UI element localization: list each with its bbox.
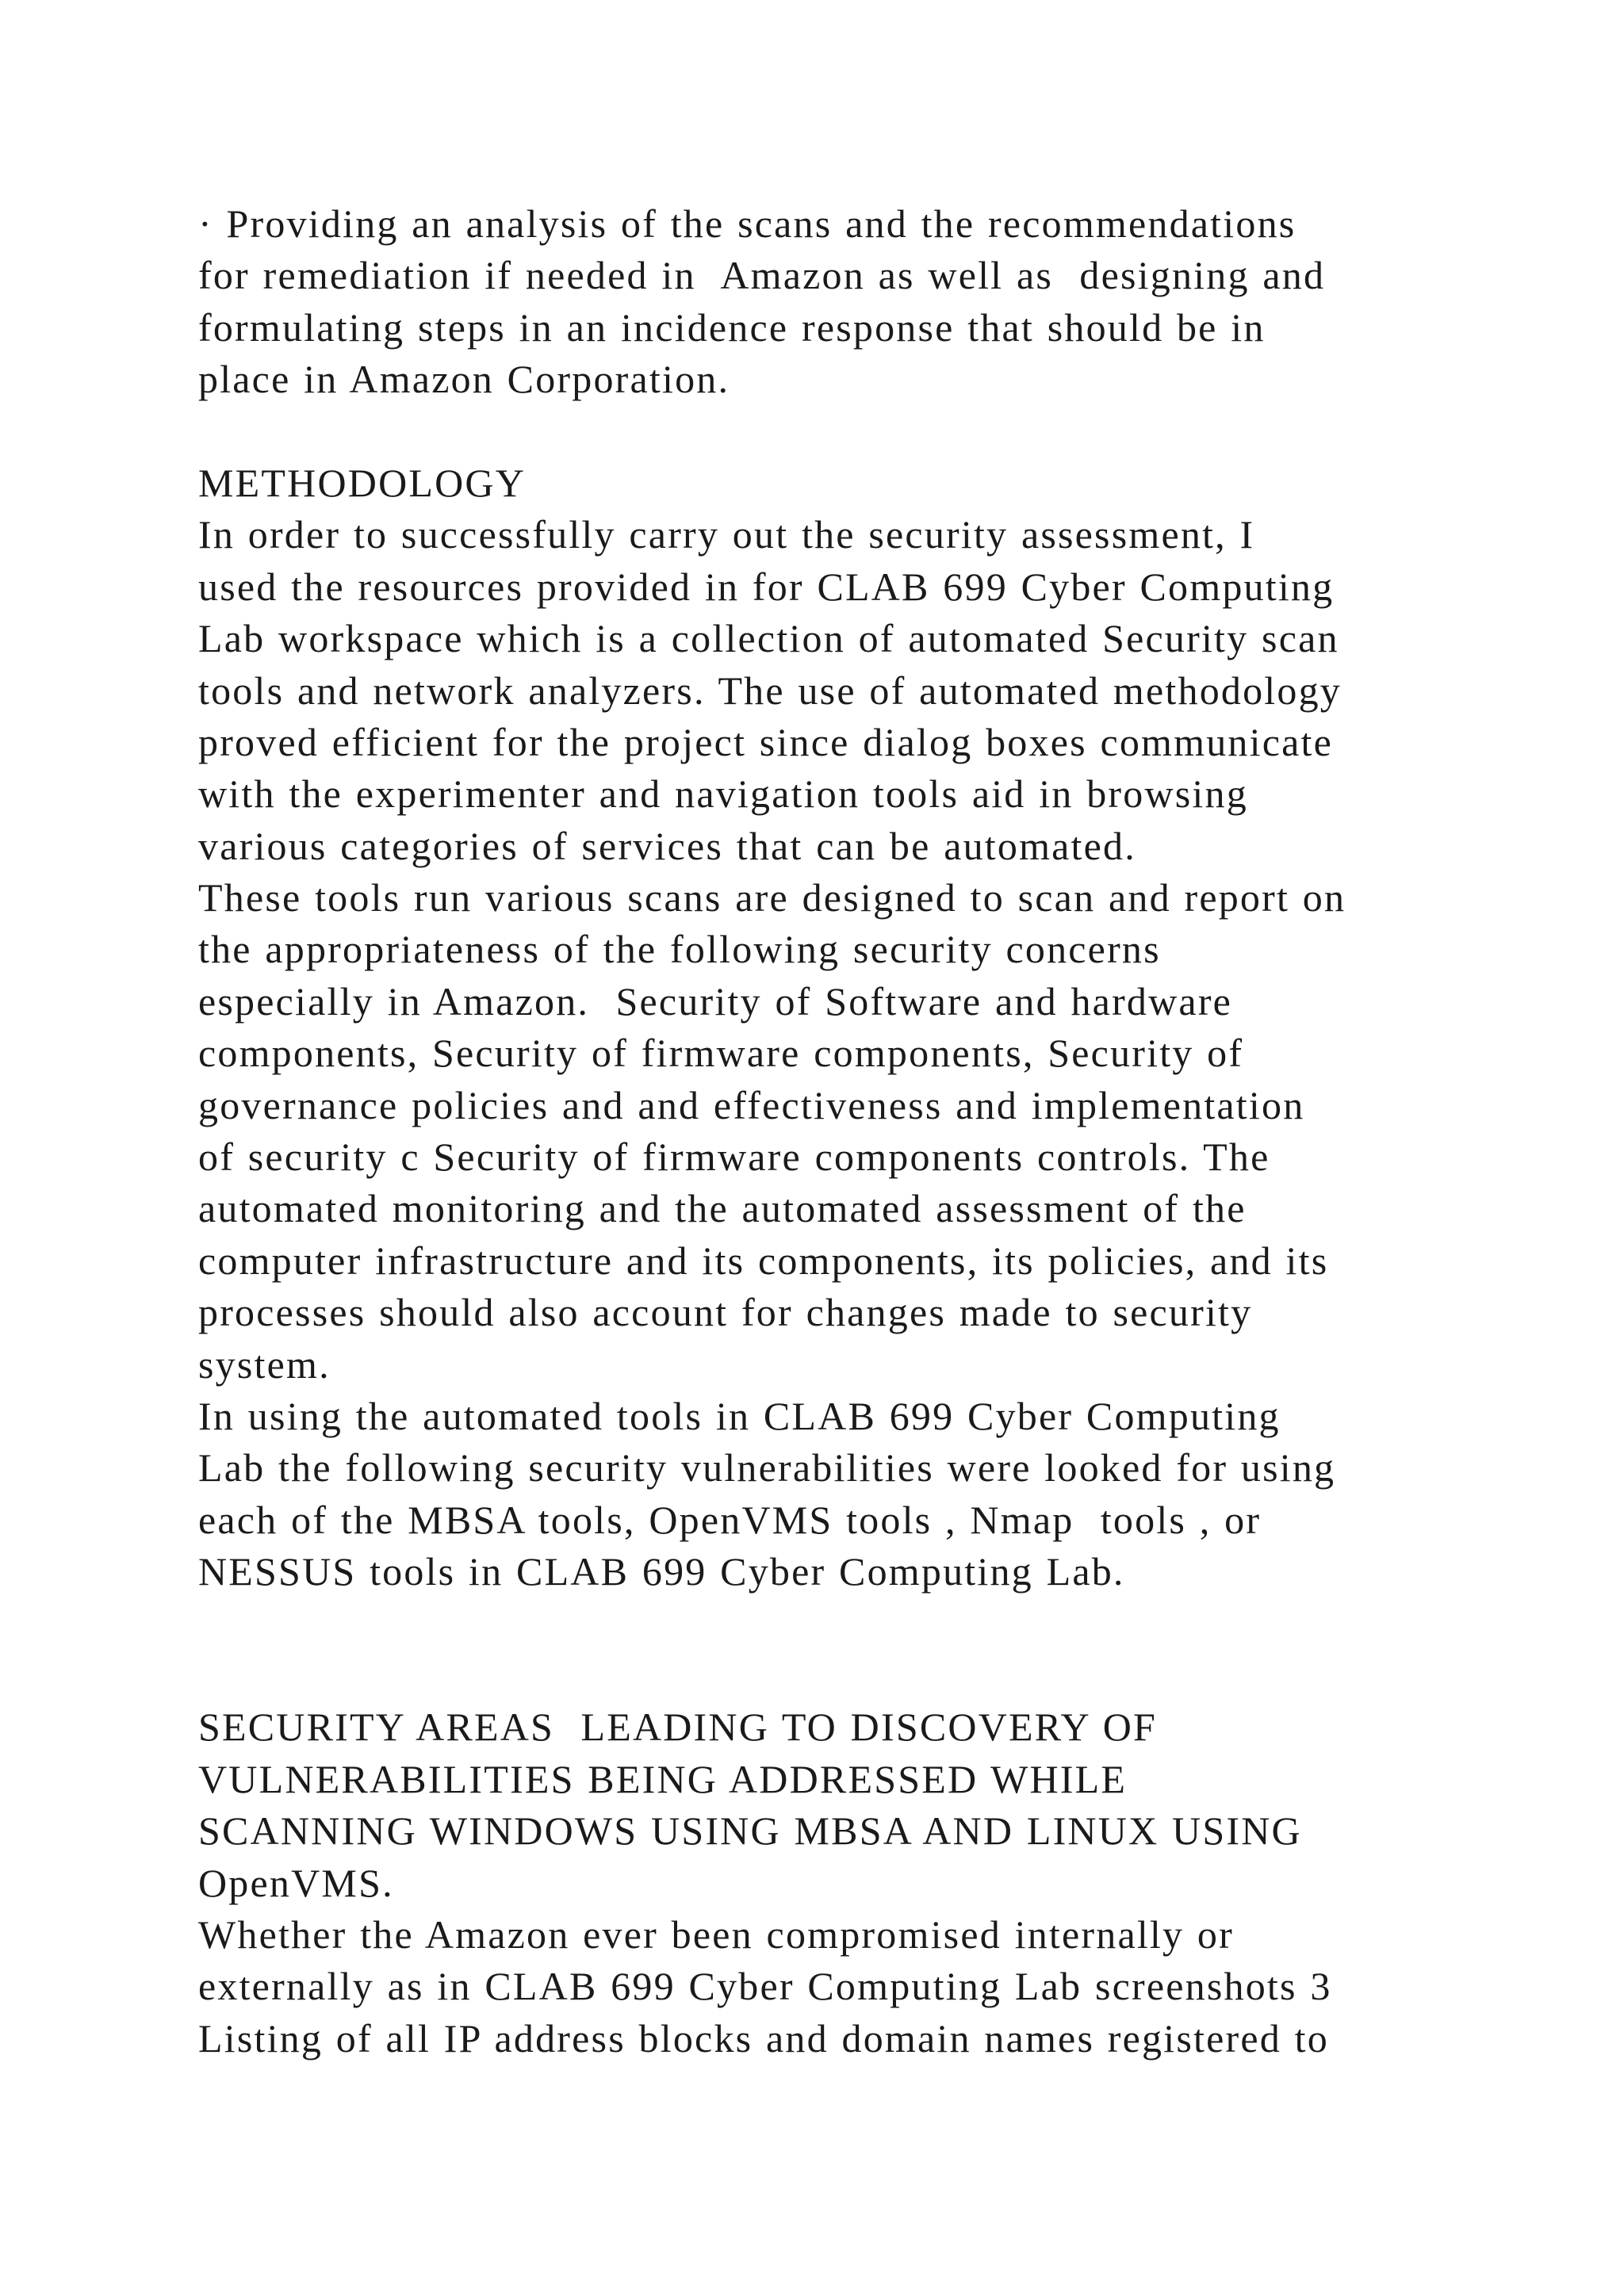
text-line: externally as in CLAB 699 Cyber Computing Lab screenshots 3 — [198, 1964, 1332, 2009]
text-line: Lab the following security vulnerabilities were looked for using — [198, 1445, 1336, 1490]
text-line: NESSUS tools in CLAB 699 Cyber Computing Lab. — [198, 1549, 1125, 1594]
section-heading: OpenVMS. — [198, 1860, 394, 1905]
section-heading: METHODOLOGY — [198, 460, 527, 505]
text-line: components, Security of firmware components, Security of — [198, 1031, 1244, 1076]
text-line: used the resources provided in for CLAB 699 Cyber Computing — [198, 564, 1335, 609]
text-line: governance policies and and effectiveness and implementation — [198, 1082, 1305, 1127]
text-line: computer infrastructure and its components, its policies, and its — [198, 1238, 1329, 1283]
text-line: with the experimenter and navigation tools aid in browsing — [198, 771, 1248, 817]
text-line: especially in Amazon. Security of Software and hardware — [198, 978, 1233, 1024]
text-line: system. — [198, 1341, 331, 1387]
text-line: various categories of services that can be automated. — [198, 823, 1136, 868]
text-line: Listing of all IP address blocks and domain names registered to — [198, 2015, 1329, 2061]
blank-line — [198, 406, 1507, 457]
text-line: of security c Security of firmware components controls. The — [198, 1135, 1270, 1180]
blank-line — [198, 1598, 1507, 1650]
section-heading: SECURITY AREAS LEADING TO DISCOVERY OF — [198, 1705, 1158, 1750]
text-line: Lab workspace which is a collection of automated Security scan — [198, 616, 1339, 661]
document-body — [198, 198, 1507, 2064]
text-line: tools and network analyzers. The use of automated methodology — [198, 668, 1342, 713]
section-heading: SCANNING WINDOWS USING MBSA AND LINUX USING — [198, 1808, 1302, 1854]
text-line: processes should also account for changes made to security — [198, 1290, 1253, 1335]
text-line: Whether the Amazon ever been compromised internally or — [198, 1911, 1234, 1957]
text-line: formulating steps in an incidence response that should be in — [198, 304, 1266, 350]
text-line: In order to successfully carry out the security assessment, I — [198, 512, 1255, 557]
text-line: place in Amazon Corporation. — [198, 357, 730, 402]
text-line: These tools run various scans are designed to scan and report on — [198, 875, 1346, 920]
text-line: · Providing an analysis of the scans and the recommendations — [198, 201, 1297, 246]
text-line: each of the MBSA tools, OpenVMS tools , Nmap tools , or — [198, 1497, 1262, 1542]
text-line: the appropriateness of the following security concerns — [198, 927, 1161, 972]
blank-line — [198, 1650, 1507, 1701]
text-line: In using the automated tools in CLAB 699 Cyber Computing — [198, 1393, 1281, 1438]
text-line: automated monitoring and the automated assessment of the — [198, 1186, 1247, 1231]
text-line: for remediation if needed in Amazon as well as designing and — [198, 253, 1326, 298]
section-heading: VULNERABILITIES BEING ADDRESSED WHILE — [198, 1756, 1128, 1801]
text-line: proved efficient for the project since dialog boxes communicate — [198, 719, 1333, 764]
